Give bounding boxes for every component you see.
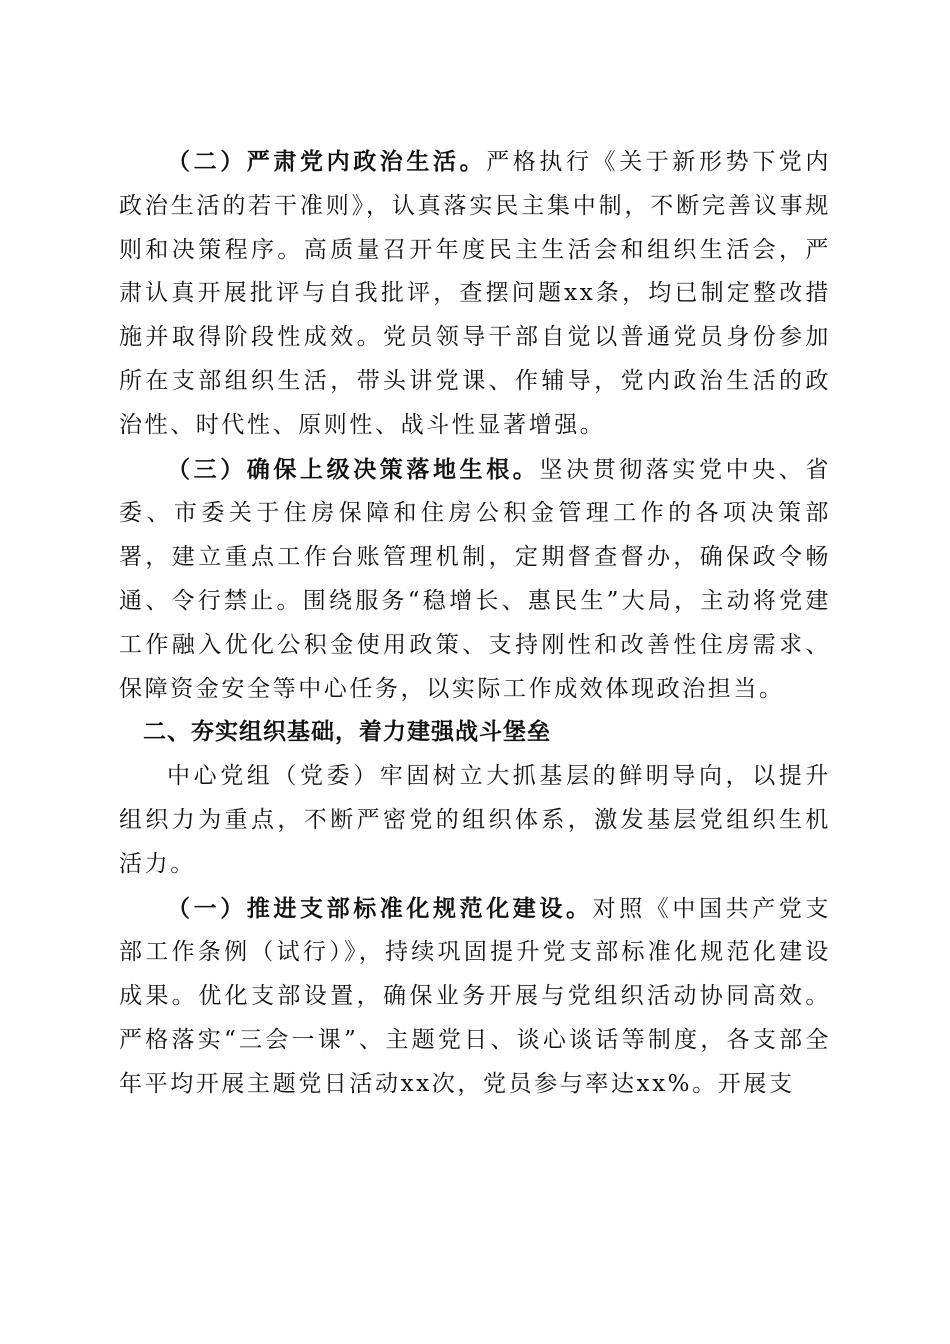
paragraph-strict-political-life: [119, 140, 831, 448]
paragraph-lead: （三）确保上级决策落地生根。: [167, 455, 540, 483]
paragraph-branch-standardization: [119, 887, 831, 1107]
paragraph-text: 坚决贯彻落实党中央、省委、市委关于住房保障和住房公积金管理工作的各项决策部署，建立重点工作台账管理机制，定期督查督办，确保政令畅通、令行禁止。围绕服务“稳增长、惠民生”大局，主动将党建工作融入优化公积金使用政策、支持刚性和改善性住房需求、保障资金安全等中心任务，以实际工作成效体现政治担当。: [119, 456, 831, 702]
paragraph-text: 对照《中国共产党支部工作条例（试行）》，持续巩固提升党支部标准化规范化建设成果。优化支部设置，确保业务开展与党组织活动协同高效。严格落实“三会一课”、主题党日、谈心谈话等制度，各支部全年平均开展主题党日活动xx次，党员参与率达xx%。开展支: [119, 895, 831, 1097]
paragraph-implement-decisions: [119, 448, 831, 712]
paragraph-lead: （一）推进支部标准化规范化建设。: [167, 894, 593, 922]
paragraph-lead: （二）严肃党内政治生活。: [167, 148, 487, 175]
paragraph-text: 严格执行《关于新形势下党内政治生活的若干准则》，认真落实民主集中制，不断完善议事规则和决策程序。高质量召开年度民主生活会和组织生活会，严肃认真开展批评与自我批评，查摆问题xx条，均已制定整改措施并取得阶段性成效。党员领导干部自觉以普通党员身份参加所在支部组织生活，带头讲党课、作辅导，党内政治生活的政治性、时代性、原则性、战斗性显著增强。: [119, 149, 831, 438]
section-intro: 中心党组（党委）牢固树立大抓基层的鲜明导向，以提升组织力为重点，不断严密党的组织体系，激发基层党组织生机活力。: [119, 763, 831, 877]
document-body: [119, 140, 831, 1107]
section-heading: 二、夯实组织基础，着力建强战斗堡垒: [143, 719, 551, 746]
